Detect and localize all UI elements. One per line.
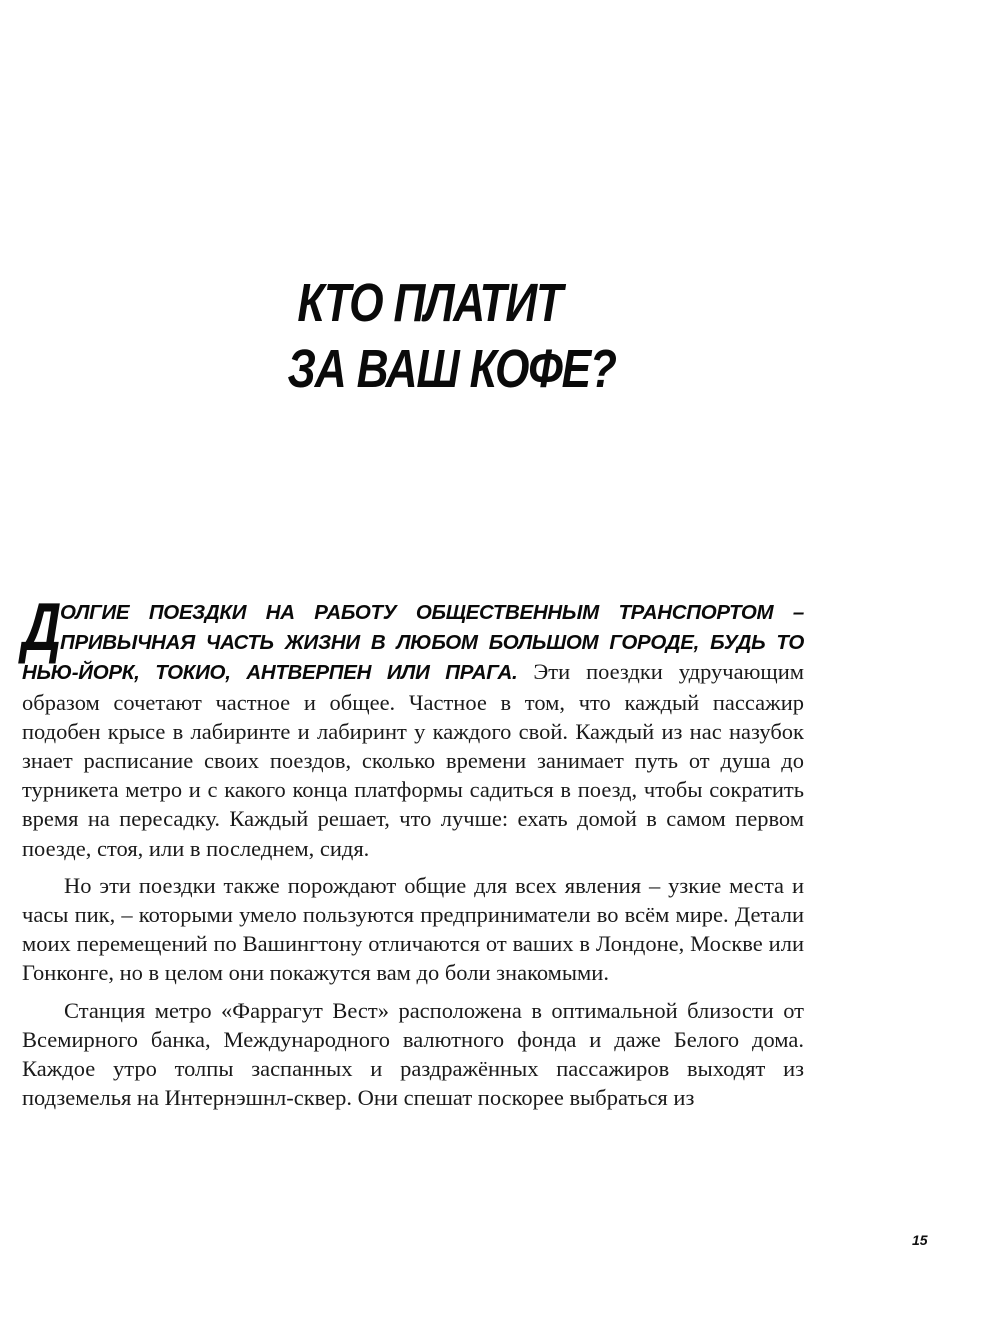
- chapter-title-line-1: КТО ПЛАТИТ: [297, 273, 562, 333]
- paragraph-3: Станция метро «Фаррагут Вест» расположена в оптимальной близости от Всемирного банка, Международного валютного фонда и даже Белого дома. Каждое утро толпы заспанных и раздражённых пассажиров выходят из подземелья на Интернэшнл-сквер. Они спешат поскорее выбраться из: [22, 997, 804, 1111]
- drop-cap: Д: [22, 589, 62, 665]
- page-number: 15: [912, 1232, 928, 1248]
- chapter-title: [240, 270, 617, 402]
- chapter-body: [22, 589, 805, 1120]
- paragraph-1: [22, 589, 805, 863]
- paragraph-1-text: Эти поездки удручающим образом сочетают частное и общее. Частное в том, что каждый пассажир подобен крысе в лабиринте и лабиринт у каждого свой. Каждый из нас назубок знает расписание своих поездов, сколько времени занимает путь от душа до турникета метро и с какого конца платформы садиться в поезд, чтобы сократить время на пересадку. Каждый решает, что лучше: ехать домой в самом первом поезде, стоя, или в последнем, сидя.: [22, 659, 805, 861]
- paragraph-2: Но эти поездки также порождают общие для всех явления – узкие места и часы пик, – которыми умело пользуются предприниматели во всём мире. Детали моих перемещений по Вашингтону отличаются от ваших в Лондоне, Москве или Гонконге, но в целом они покажутся вам до боли знакомыми.: [22, 872, 804, 986]
- chapter-title-line-2: ЗА ВАШ КОФЕ?: [287, 339, 616, 399]
- lead-in-text: ОЛГИЕ ПОЕЗДКИ НА РАБОТУ ОБЩЕСТВЕННЫМ ТРАНСПОРТОМ – ПРИВЫЧНАЯ ЧАСТЬ ЖИЗНИ В ЛЮБОМ БОЛЬШОМ ГОРОДЕ, БУДЬ ТО НЬЮ-ЙОРК, ТОКИО, АНТВЕРПЕН ИЛИ ПРАГА.: [22, 601, 804, 685]
